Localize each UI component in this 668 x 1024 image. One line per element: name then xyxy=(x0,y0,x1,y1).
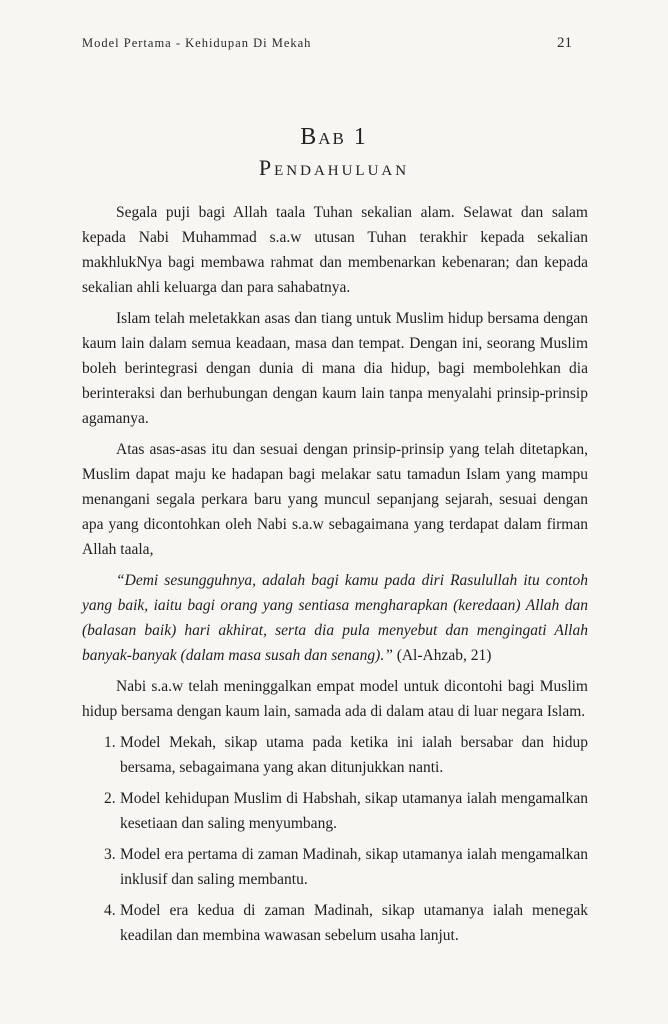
chapter-heading xyxy=(0,124,668,182)
list-item-number: 3. xyxy=(104,846,116,863)
running-title: Model Pertama - Kehidupan Di Mekah xyxy=(82,35,312,50)
paragraph-2: Islam telah meletakkan asas dan tiang untuk Muslim hidup bersama dengan kaum lain dalam semua keadaan, masa dan tempat. Dengan ini, seorang Muslim boleh berintegrasi dengan dunia di mana dia hidup, bagi membolehkan dia berinteraksi dan berhubungan dengan kaum lain tanpa menyalahi prinsip-prinsip agamanya. xyxy=(82,310,588,427)
list-item-number: 2. xyxy=(104,790,116,807)
list-item xyxy=(104,898,588,948)
quote-citation: (Al-Ahzab, 21) xyxy=(396,647,492,664)
quran-quote xyxy=(82,568,588,668)
chapter-label: Bab 1 xyxy=(300,124,368,150)
list-item-text: Model era kedua di zaman Madinah, sikap utamanya ialah menegak keadilan dan membina wawasan sebelum usaha lanjut. xyxy=(120,902,588,944)
list-item-number: 4. xyxy=(104,902,116,919)
page-number: 21 xyxy=(557,34,572,51)
paragraph-1: Segala puji bagi Allah taala Tuhan sekalian alam. Selawat dan salam kepada Nabi Muhammad s.a.w utusan Tuhan terakhir kepada sekalian makhlukNya bagi membawa rahmat dan membenarkan kebenaran; dan kepada sekalian ahli keluarga dan para sahabatnya. xyxy=(82,204,588,296)
body-text xyxy=(82,200,588,954)
paragraph-3: Atas asas-asas itu dan sesuai dengan prinsip-prinsip yang telah ditetapkan, Muslim dapat maju ke hadapan bagi melakar satu tamadun Islam yang mampu menangani segala perkara baru yang muncul sepanjang sejarah, sesuai dengan apa yang dicontohkan oleh Nabi s.a.w sebagaimana yang terdapat dalam firman Allah taala, xyxy=(82,441,588,558)
model-list xyxy=(82,730,588,948)
list-item-text: Model era pertama di zaman Madinah, sikap utamanya ialah mengamalkan inklusif dan saling membantu. xyxy=(120,846,588,888)
paragraph-list-intro: Nabi s.a.w telah meninggalkan empat model untuk dicontohi bagi Muslim hidup bersama dengan kaum lain, samada ada di dalam atau di luar negara Islam. xyxy=(82,678,588,720)
list-item xyxy=(104,842,588,892)
list-item xyxy=(104,786,588,836)
list-item-text: Model kehidupan Muslim di Habshah, sikap utamanya ialah mengamalkan kesetiaan dan saling menyumbang. xyxy=(120,790,588,832)
list-item xyxy=(104,730,588,780)
list-item-text: Model Mekah, sikap utama pada ketika ini ialah bersabar dan hidup bersama, sebagaimana yang akan ditunjukkan nanti. xyxy=(120,734,588,776)
chapter-title: Pendahuluan xyxy=(258,155,410,180)
running-header xyxy=(82,33,572,53)
list-item-number: 1. xyxy=(104,734,116,751)
quote-text: “Demi sesungguhnya, adalah bagi kamu pada diri Rasulullah itu contoh yang baik, iaitu bagi orang yang sentiasa mengharapkan (keredaan) Allah dan (balasan baik) hari akhirat, serta dia pula menyebut dan mengingati Allah banyak-banyak (dalam masa susah dan senang).” xyxy=(82,572,588,664)
